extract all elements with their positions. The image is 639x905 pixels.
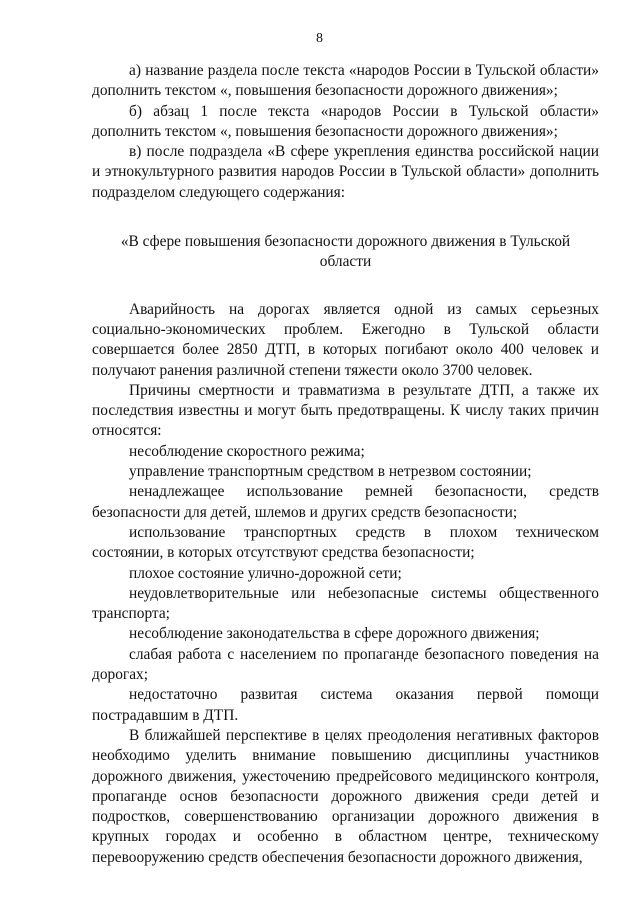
cause-item: ненадлежащее использование ремней безопасности, средств безопасности для детей, шлемов и других средств безопасности; (92, 483, 599, 521)
intro-paragraph: Аварийность на дорогах является одной из самых серьезных социально-экономических проблем. Ежегодно в Тульской области совершается более 2850 ДТП, в которых погибают около 400 человек и получают ранения различной степени тяжести около 3700 человек. (92, 300, 599, 379)
cause-item: неудовлетворительные или небезопасные системы общественного транспорта; (92, 584, 599, 623)
cause-item: слабая работа с населением по пропаганде безопасного поведения на дорогах; (92, 645, 599, 684)
amendment-c: в) после подраздела «В сфере укрепления единства российской нации и этнокультурного развития народов России в Тульской области» дополнить подразделом следующего содержания: (92, 143, 599, 201)
section-heading: «В сфере повышения безопасности дорожного движения в Тульской области (120, 233, 571, 271)
outlook-paragraph: В ближайшей перспективе в целях преодоления негативных факторов необходимо уделить внимание повышению дисциплины участников дорожного движения, ужесточению предрейсового медицинского контроля, пропаганде основ безопасности дорожного движения среди детей и подростков, совершенствованию организации дорожного движения в крупных городах и особенно в областном центре, техническому перевооружению средств обеспечения безопасности дорожного движения, (92, 726, 599, 866)
cause-item: плохое состояние улично-дорожной сети; (129, 564, 402, 582)
amendment-b: б) абзац 1 после текста «народов России в Тульской области» дополнить текстом «, повышения безопасности дорожного движения»; (92, 102, 599, 140)
document-body (92, 61, 599, 868)
cause-item: управление транспортным средством в нетрезвом состоянии; (129, 463, 532, 481)
cause-item: недостаточно развитая система оказания первой помощи пострадавшим в ДТП. (92, 686, 599, 724)
amendment-a: а) название раздела после текста «народов России в Тульской области» дополнить текстом «, повышения безопасности дорожного движения»; (92, 62, 599, 100)
cause-item: использование транспортных средств в плохом техническом состоянии, в которых отсутствуют средства безопасности; (92, 523, 599, 562)
section-heading-block (92, 232, 599, 273)
cause-item: несоблюдение скоростного режима; (129, 442, 365, 460)
cause-item: несоблюдение законодательства в сфере дорожного движения; (129, 625, 540, 643)
page-number: 8 (316, 31, 323, 46)
causes-intro-paragraph: Причины смертности и травматизма в результате ДТП, а также их последствия известны и могут быть предотвращены. К числу таких причин относятся: (92, 381, 599, 440)
